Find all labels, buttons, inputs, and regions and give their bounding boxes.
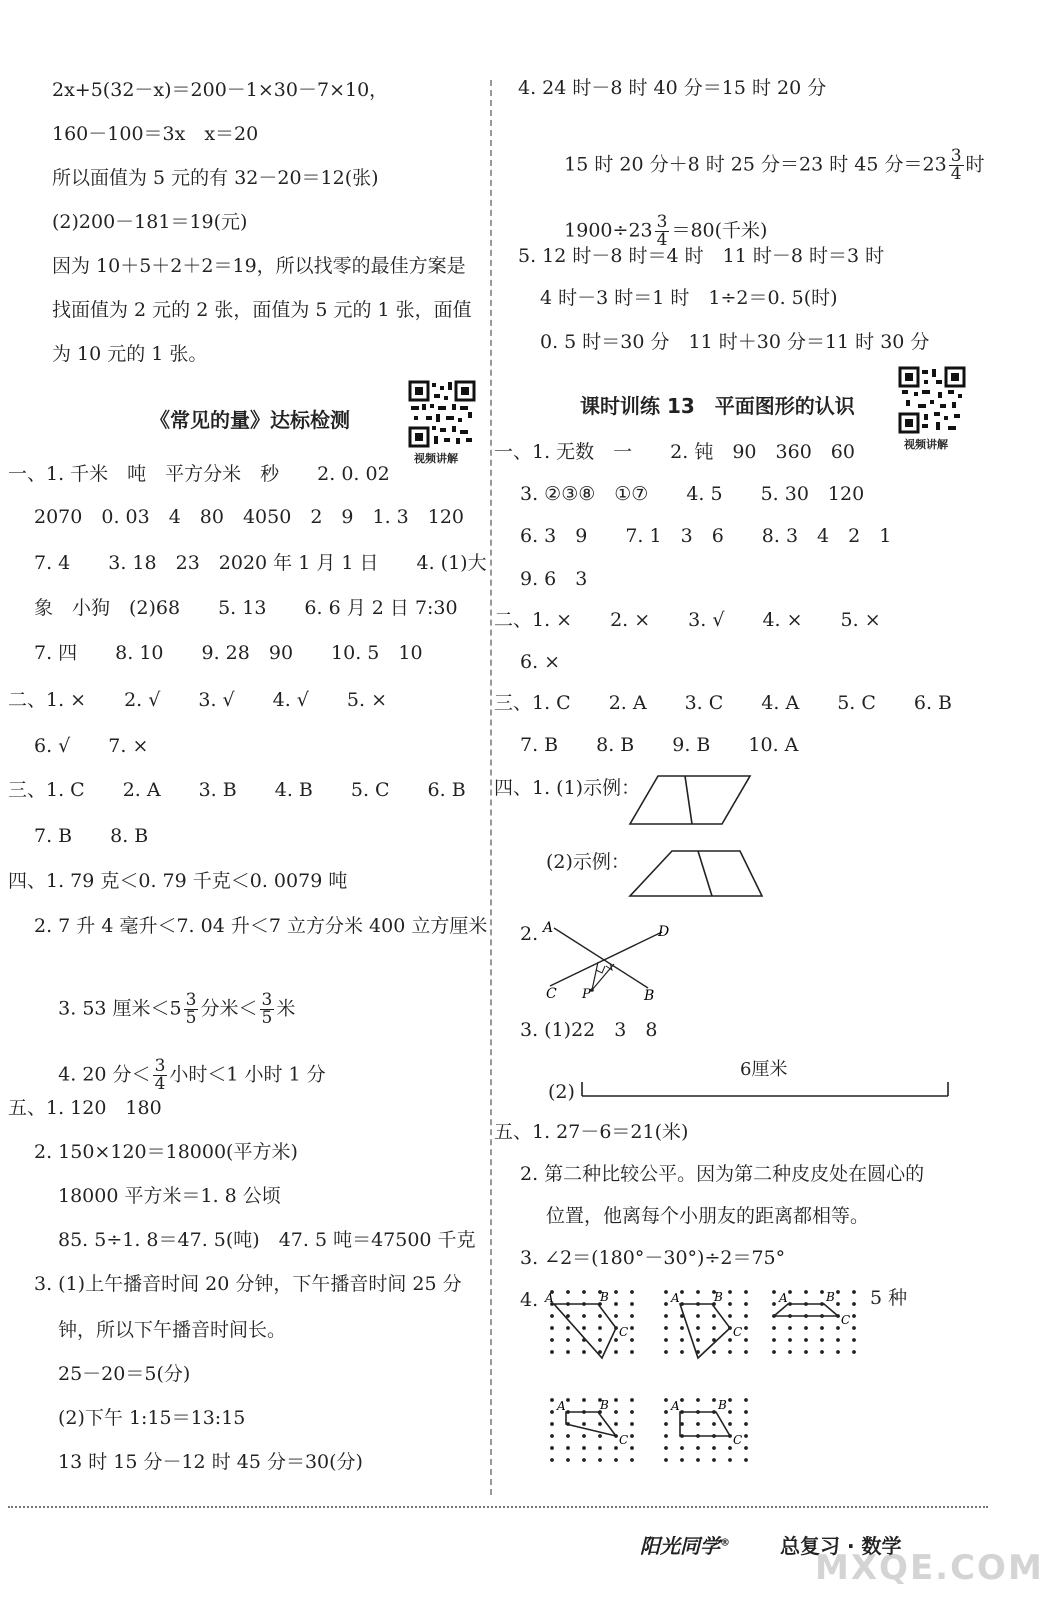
grid-dot (728, 1458, 732, 1462)
grid-dot (614, 1422, 618, 1426)
vertex-label: B (600, 1290, 609, 1304)
grid-dot (680, 1446, 684, 1450)
left-line-3: 所以面值为 5 元的有 32－20＝12(张) (52, 167, 379, 189)
grid-dot (696, 1326, 700, 1330)
grid-dot (680, 1290, 684, 1294)
left-line-2: 160－100＝3x x＝20 (52, 123, 259, 145)
grid-dot (614, 1446, 618, 1450)
right-ans-4-2: (2)示例： (546, 851, 630, 873)
grid-dot (630, 1410, 634, 1414)
grid-dot (680, 1350, 684, 1354)
grid-dot (566, 1326, 570, 1330)
right-ans-5-2: 2. 第二种比较公平。因为第二种皮皮处在圆心的 (520, 1163, 925, 1185)
grid-dot (614, 1314, 618, 1318)
grid-dot (696, 1422, 700, 1426)
grid-dot (582, 1434, 586, 1438)
grid-dot (728, 1410, 732, 1414)
grid-dot (630, 1350, 634, 1354)
grid-dot (598, 1458, 602, 1462)
grid-dot (728, 1350, 732, 1354)
left-ans-3-2: 7. B 8. B (34, 825, 149, 847)
grid-dot (804, 1338, 808, 1342)
grid-dot (664, 1446, 668, 1450)
vertex-label: C (619, 1433, 629, 1447)
dot-grid-answer-4 (546, 1394, 642, 1478)
grid-dot (614, 1302, 618, 1306)
grid-dot (582, 1350, 586, 1354)
fraction-denominator: 4 (656, 230, 668, 250)
grid-dot (712, 1458, 716, 1462)
grid-dot (664, 1290, 668, 1294)
grid-dot (852, 1350, 856, 1354)
grid-dot (550, 1326, 554, 1330)
grid-dot (744, 1350, 748, 1354)
right-ans-5-5: 4. (520, 1289, 539, 1311)
grid-dot (550, 1458, 554, 1462)
grid-dot (614, 1338, 618, 1342)
grid-dot (614, 1410, 618, 1414)
grid-dot (664, 1338, 668, 1342)
point-label-A: A (543, 920, 554, 936)
grid-dot (680, 1338, 684, 1342)
grid-dot (852, 1326, 856, 1330)
grid-dot (664, 1314, 668, 1318)
left-ans-1-1: 一、1. 千米 吨 平方分米 秒 2. 0. 02 (8, 463, 390, 485)
left-ans-4-3-c: 米 (276, 997, 296, 1020)
right-ans-5-3: 位置，他离每个小朋友的距离都相等。 (546, 1205, 870, 1227)
right-top-5-2: 4 时－3 时＝1 时 1÷2＝0. 5(时) (540, 287, 838, 309)
right-top-4-3-b: ＝80(千米) (671, 219, 768, 242)
right-ans-5-1: 五、1. 27－6＝21(米) (494, 1121, 689, 1143)
grid-dot (598, 1314, 602, 1318)
grid-dot (836, 1302, 840, 1306)
fraction (184, 992, 199, 1027)
grid-dot (744, 1338, 748, 1342)
grid-dot (664, 1422, 668, 1426)
grid-dot (744, 1458, 748, 1462)
vertex-label: C (841, 1313, 851, 1327)
grid-dot (696, 1290, 700, 1294)
segment-length-label: 6厘米 (740, 1059, 788, 1080)
fraction-numerator: 3 (154, 1056, 166, 1076)
grid-dot (712, 1422, 716, 1426)
left-ans-4-3-b: 分米＜ (200, 997, 258, 1020)
grid-dot (772, 1326, 776, 1330)
left-ans-2-2: 6. √ 7. × (34, 735, 149, 757)
grid-dot (744, 1434, 748, 1438)
grid-dot (820, 1326, 824, 1330)
point-label-B: B (644, 988, 655, 1004)
grid-dot (582, 1458, 586, 1462)
brand-name: 阳光同学 (640, 1534, 720, 1558)
answer-quadrilateral (680, 1304, 730, 1358)
grid-dot (582, 1326, 586, 1330)
grid-dot (680, 1458, 684, 1462)
grid-dot (614, 1398, 618, 1402)
grid-dot (598, 1326, 602, 1330)
vertex-label: C (733, 1433, 743, 1447)
grid-dot (598, 1338, 602, 1342)
grid-dot (630, 1338, 634, 1342)
grid-dot (582, 1398, 586, 1402)
grid-dot (550, 1434, 554, 1438)
grid-dot (852, 1338, 856, 1342)
grid-dot (582, 1446, 586, 1450)
left-ans-5-3: 18000 平方米＝1. 8 公顷 (58, 1185, 281, 1207)
right-top-4-1: 4. 24 时－8 时 40 分＝15 时 20 分 (518, 77, 827, 99)
fraction (153, 1058, 168, 1093)
grid-dot (820, 1338, 824, 1342)
answer-quadrilateral (566, 1412, 616, 1436)
vertex-label: B (826, 1290, 835, 1304)
right-ans-5-4: 3. ∠2＝(180°－30°)÷2＝75° (520, 1247, 786, 1269)
grid-dot (566, 1398, 570, 1402)
grid-dot (820, 1290, 824, 1294)
grid-dot (566, 1338, 570, 1342)
grid-dot (598, 1434, 602, 1438)
qr-code-icon (408, 380, 476, 448)
right-ans-3-1: 三、1. C 2. A 3. C 4. A 5. C 6. B (494, 692, 953, 714)
fraction-denominator: 5 (261, 1008, 273, 1028)
right-ans-4-5: (2) (548, 1081, 575, 1103)
section-title-left: 《常见的量》达标检测 (150, 408, 350, 432)
left-ans-5-5: 3. (1)上午播音时间 20 分钟，下午播音时间 25 分 (34, 1273, 462, 1295)
grid-dot (664, 1410, 668, 1414)
perpendicular-lines-figure (540, 918, 680, 1004)
grid-dot (744, 1326, 748, 1330)
six-cm-segment (580, 1076, 952, 1100)
left-ans-5-2: 2. 150×120＝18000(平方米) (34, 1141, 298, 1163)
qr-code-icon (898, 366, 966, 434)
grid-dot (804, 1350, 808, 1354)
grid-dot (744, 1314, 748, 1318)
left-ans-4-1: 四、1. 79 克＜0. 79 千克＜0. 0079 吨 (8, 870, 348, 892)
footer-text: 总复习 · 数学 (780, 1534, 902, 1558)
brand-registered-mark: ® (720, 1537, 730, 1549)
left-ans-5-7: 25－20＝5(分) (58, 1363, 191, 1385)
grid-dot (772, 1302, 776, 1306)
right-top-4-2-a: 15 时 20 分＋8 时 25 分＝23 时 45 分＝23 (564, 153, 947, 176)
grid-dot (566, 1458, 570, 1462)
fraction-denominator: 4 (950, 164, 962, 184)
grid-dot (664, 1398, 668, 1402)
right-ans-5-kinds: 5 种 (870, 1287, 908, 1309)
grid-dot (566, 1446, 570, 1450)
vertex-label: A (557, 1399, 566, 1413)
grid-dot (696, 1446, 700, 1450)
grid-dot (788, 1290, 792, 1294)
left-ans-1-2: 2070 0. 03 4 80 4050 2 9 1. 3 120 (34, 506, 465, 528)
vertex-label: A (671, 1291, 680, 1305)
left-ans-4-2: 2. 7 升 4 毫升＜7. 04 升＜7 立方分米 400 立方厘米 (34, 915, 488, 937)
grid-dot (836, 1326, 840, 1330)
grid-dot (712, 1326, 716, 1330)
right-ans-1-3: 6. 3 9 7. 1 3 6 8. 3 4 2 1 (520, 525, 892, 547)
grid-dot (728, 1446, 732, 1450)
fraction-numerator: 3 (950, 146, 962, 166)
grid-dot (836, 1338, 840, 1342)
grid-dot (728, 1422, 732, 1426)
watermark: MXQE.COM (815, 1548, 1044, 1588)
grid-dot (744, 1290, 748, 1294)
right-ans-2-2: 6. × (520, 651, 561, 673)
grid-dot (820, 1350, 824, 1354)
point-label-C: C (546, 986, 557, 1002)
grid-dot (582, 1422, 586, 1426)
grid-dot (728, 1290, 732, 1294)
grid-dot (664, 1326, 668, 1330)
vertex-label: A (545, 1291, 554, 1305)
grid-dot (550, 1314, 554, 1318)
fraction (260, 992, 275, 1027)
right-ans-2-1: 二、1. × 2. × 3. √ 4. × 5. × (494, 609, 881, 631)
grid-dot (630, 1290, 634, 1294)
right-ans-3-2: 7. B 8. B 9. B 10. A (520, 734, 799, 756)
grid-dot (728, 1398, 732, 1402)
grid-dot (852, 1314, 856, 1318)
parallelogram-figure-1 (628, 772, 752, 828)
qr-code-left[interactable] (408, 380, 476, 448)
point-label-D: D (658, 924, 670, 940)
answer-quadrilateral (680, 1412, 730, 1436)
grid-dot (630, 1458, 634, 1462)
qr-caption-right: 视频讲解 (904, 438, 948, 451)
grid-dot (630, 1422, 634, 1426)
vertex-label: C (619, 1325, 629, 1339)
grid-dot (566, 1434, 570, 1438)
right-top-5-1: 5. 12 时－8 时＝4 时 11 时－8 时＝3 时 (518, 245, 885, 267)
vertex-label: C (733, 1325, 743, 1339)
grid-dot (772, 1338, 776, 1342)
grid-dot (696, 1338, 700, 1342)
grid-dot (614, 1458, 618, 1462)
vertex-label: B (718, 1398, 727, 1412)
grid-dot (614, 1350, 618, 1354)
grid-dot (788, 1338, 792, 1342)
left-line-5: 因为 10＋5＋2＋2＝19，所以找零的最佳方案是 (52, 255, 466, 277)
right-ans-1-4: 9. 6 3 (520, 568, 588, 590)
left-ans-4-3-a: 3. 53 厘米＜5 (58, 997, 182, 1020)
grid-dot (630, 1314, 634, 1318)
grid-dot (728, 1338, 732, 1342)
grid-dot (630, 1446, 634, 1450)
grid-dot (712, 1446, 716, 1450)
grid-dot (744, 1422, 748, 1426)
grid-dot (582, 1290, 586, 1294)
grid-dot (680, 1398, 684, 1402)
grid-dot (696, 1458, 700, 1462)
grid-dot (664, 1458, 668, 1462)
fraction (949, 148, 964, 183)
grid-dot (550, 1338, 554, 1342)
left-ans-5-8: (2)下午 1:15＝13:15 (58, 1407, 246, 1429)
grid-dot (712, 1398, 716, 1402)
qr-caption-left: 视频讲解 (414, 452, 458, 465)
left-line-6: 找面值为 2 元的 2 张，面值为 5 元的 1 张，面值 (52, 299, 472, 321)
grid-dot (772, 1290, 776, 1294)
grid-dot (744, 1410, 748, 1414)
fraction-denominator: 4 (154, 1074, 166, 1094)
grid-dot (630, 1326, 634, 1330)
grid-dot (614, 1290, 618, 1294)
right-top-4-3-a: 1900÷23 (564, 219, 653, 242)
grid-dot (630, 1302, 634, 1306)
grid-dot (598, 1446, 602, 1450)
right-ans-1-2: 3. ②③⑧ ①⑦ 4. 5 5. 30 120 (520, 483, 865, 505)
left-ans-3-1: 三、1. C 2. A 3. B 4. B 5. C 6. B (8, 779, 466, 801)
grid-dot (680, 1326, 684, 1330)
grid-dot (598, 1422, 602, 1426)
grid-dot (852, 1302, 856, 1306)
vertex-label: A (671, 1399, 680, 1413)
grid-dot (804, 1326, 808, 1330)
footer-divider (8, 1506, 988, 1508)
grid-dot (664, 1302, 668, 1306)
grid-dot (582, 1314, 586, 1318)
left-ans-5-6: 钟，所以下午播音时间长。 (58, 1319, 287, 1341)
left-line-1: 2x+5(32－x)＝200－1×30－7×10， (52, 79, 389, 101)
grid-dot (712, 1350, 716, 1354)
grid-dot (744, 1446, 748, 1450)
left-ans-5-1: 五、1. 120 180 (8, 1097, 162, 1119)
grid-dot (728, 1314, 732, 1318)
left-ans-1-4: 象 小狗 (2)68 5. 13 6. 6 月 2 日 7:30 (34, 597, 458, 619)
left-ans-4-4-a: 4. 20 分＜ (58, 1063, 151, 1086)
fraction-numerator: 3 (261, 990, 273, 1010)
left-ans-2-1: 二、1. × 2. √ 3. √ 4. √ 5. × (8, 689, 387, 711)
left-line-4: (2)200－181＝19(元) (52, 211, 248, 233)
grid-dot (664, 1350, 668, 1354)
grid-dot (566, 1350, 570, 1354)
fraction-numerator: 3 (185, 990, 197, 1010)
grid-dot (744, 1398, 748, 1402)
section-title-right: 课时训练 13 平面图形的认识 (580, 394, 855, 418)
grid-dot (712, 1314, 716, 1318)
footer-brand (640, 1530, 730, 1559)
fraction-denominator: 5 (185, 1008, 197, 1028)
dot-grid-answer-2 (660, 1286, 756, 1370)
vertex-label: A (779, 1291, 788, 1305)
grid-dot (566, 1290, 570, 1294)
dot-grid-answer-3 (768, 1286, 864, 1370)
vertex-label: B (600, 1398, 609, 1412)
grid-dot (550, 1350, 554, 1354)
grid-dot (772, 1350, 776, 1354)
vertex-label: B (714, 1290, 723, 1304)
right-top-4-2-b: 时 (965, 153, 985, 176)
grid-dot (696, 1398, 700, 1402)
grid-dot (696, 1314, 700, 1318)
grid-dot (804, 1290, 808, 1294)
answer-quadrilateral (554, 1304, 616, 1358)
grid-dot (550, 1446, 554, 1450)
grid-dot (630, 1398, 634, 1402)
grid-dot (836, 1350, 840, 1354)
left-ans-1-5: 7. 四 8. 10 9. 28 90 10. 5 10 (34, 642, 423, 664)
right-ans-4-1: 四、1. (1)示例： (494, 777, 641, 799)
fraction-numerator: 3 (656, 212, 668, 232)
grid-dot (788, 1326, 792, 1330)
grid-dot (550, 1410, 554, 1414)
trapezoid-figure-2 (628, 848, 764, 900)
right-ans-4-4: 3. (1)22 3 8 (520, 1019, 658, 1041)
left-ans-4-4-b: 小时＜1 小时 1 分 (169, 1063, 326, 1086)
left-ans-5-4: 85. 5÷1. 8＝47. 5(吨) 47. 5 吨＝47500 千克 (58, 1229, 476, 1251)
dot-grid-answer-5 (660, 1394, 756, 1478)
grid-dot (788, 1350, 792, 1354)
grid-dot (836, 1290, 840, 1294)
grid-dot (664, 1434, 668, 1438)
column-separator (490, 80, 492, 1495)
grid-dot (728, 1302, 732, 1306)
left-line-7: 为 10 元的 1 张。 (52, 343, 208, 365)
right-ans-1-1: 一、1. 无数 一 2. 钝 90 360 60 (494, 441, 855, 463)
left-ans-5-9: 13 时 15 分－12 时 45 分＝30(分) (58, 1451, 363, 1473)
right-ans-4-3: 2. (520, 923, 539, 945)
dot-grid-answer-1 (546, 1286, 642, 1370)
grid-dot (550, 1398, 554, 1402)
grid-dot (744, 1302, 748, 1306)
grid-dot (852, 1290, 856, 1294)
point-label-P: P (582, 987, 591, 1002)
left-ans-1-3: 7. 4 3. 18 23 2020 年 1 月 1 日 4. (1)大 (34, 552, 487, 574)
grid-dot (630, 1434, 634, 1438)
qr-code-right[interactable] (898, 366, 966, 434)
right-top-5-3: 0. 5 时＝30 分 11 时＋30 分＝11 时 30 分 (540, 331, 930, 353)
grid-dot (550, 1422, 554, 1426)
